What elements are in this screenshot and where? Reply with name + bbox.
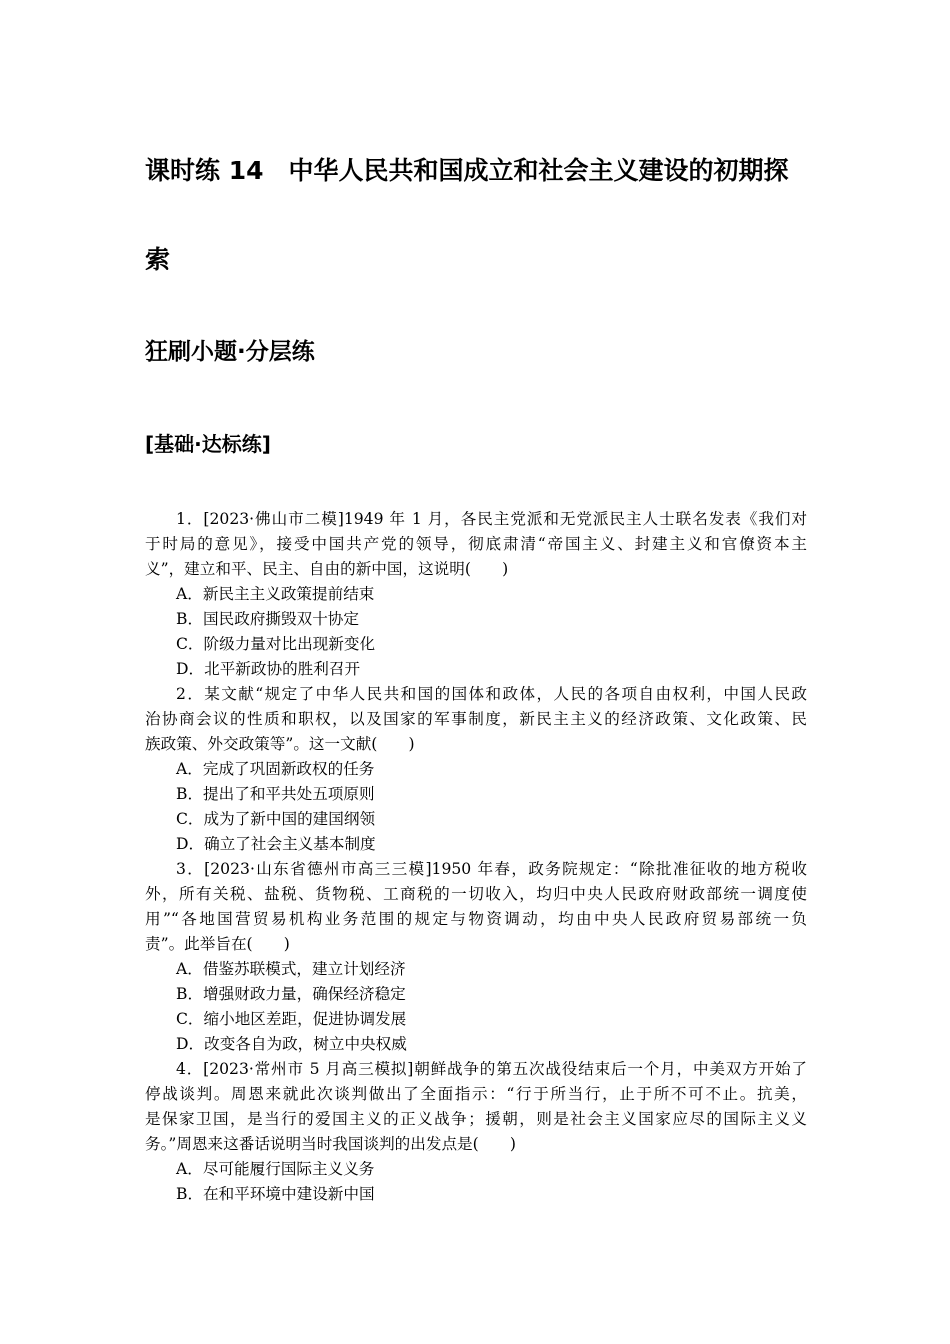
option-a: A．借鉴苏联模式，建立计划经济 xyxy=(176,960,406,978)
option-b: B．在和平环境中建设新中国 xyxy=(176,1185,375,1203)
page-subtitle: 狂刷小题·分层练 xyxy=(145,339,315,365)
question-stem-line: 义”，建立和平、民主、自由的新中国，这说明( ) xyxy=(145,560,509,578)
question-stem-line: 治协商会议的性质和职权，以及国家的军事制度，新民主主义的经济政策、文化政策、民 xyxy=(145,710,807,728)
option-c: C．阶级力量对比出现新变化 xyxy=(176,635,376,653)
question-list xyxy=(145,507,807,1207)
option-b: B．提出了和平共处五项原则 xyxy=(176,785,375,803)
question-stem-line: 用”“各地国营贸易机构业务范围的规定与物资调动，均由中央人民政府贸易部统一负 xyxy=(145,910,807,928)
page-title-line-2: 索 xyxy=(145,245,171,274)
option-d: D．确立了社会主义基本制度 xyxy=(176,835,376,853)
option-d: D．改变各自为政，树立中央权威 xyxy=(176,1035,407,1053)
option-b: B．国民政府撕毁双十协定 xyxy=(176,610,359,628)
question-2 xyxy=(145,682,807,857)
question-stem-line: 外，所有关税、盐税、货物税、工商税的一切收入，均归中央人民政府财政部统一调度使 xyxy=(145,885,807,903)
question-stem-line: 4．[2023·常州市 5 月高三模拟]朝鲜战争的第五次战役结束后一个月，中美双方开始了 xyxy=(176,1060,807,1078)
question-stem-line: 责”。此举旨在( ) xyxy=(145,935,290,953)
question-stem-line: 务。”周恩来这番话说明当时我国谈判的出发点是( ) xyxy=(145,1135,516,1153)
option-c: C．缩小地区差距，促进协调发展 xyxy=(176,1010,407,1028)
question-stem-line: 是保家卫国，是当行的爱国主义的正义战争；援朝，则是社会主义国家应尽的国际主义义 xyxy=(145,1110,807,1128)
option-a: A．尽可能履行国际主义义务 xyxy=(176,1160,375,1178)
question-stem-line: 2．某文献“规定了中华人民共和国的国体和政体，人民的各项自由权利，中国人民政 xyxy=(176,685,807,703)
question-4 xyxy=(145,1057,807,1207)
page-title-line-1: 课时练 14 中华人民共和国成立和社会主义建设的初期探 xyxy=(145,156,789,185)
question-stem-line: 停战谈判。周恩来就此次谈判做出了全面指示：“行于所当行，止于所不可不止。抗美， xyxy=(145,1085,807,1103)
section-heading: [基础·达标练] xyxy=(145,432,271,456)
option-a: A．完成了巩固新政权的任务 xyxy=(176,760,375,778)
option-c: C．成为了新中国的建国纲领 xyxy=(176,810,376,828)
option-d: D．北平新政协的胜利召开 xyxy=(176,660,361,678)
question-1 xyxy=(145,507,807,682)
question-stem-line: 族政策、外交政策等”。这一文献( ) xyxy=(145,735,415,753)
option-b: B．增强财政力量，确保经济稳定 xyxy=(176,985,406,1003)
question-stem-line: 1．[2023·佛山市二模]1949 年 1 月，各民主党派和无党派民主人士联名发表《我们对 xyxy=(176,510,807,528)
question-stem-line: 于时局的意见》，接受中国共产党的领导，彻底肃清“帝国主义、封建主义和官僚资本主 xyxy=(145,535,807,553)
option-a: A．新民主主义政策提前结束 xyxy=(176,585,375,603)
question-3 xyxy=(145,857,807,1057)
question-stem-line: 3．[2023·山东省德州市高三三模]1950 年春，政务院规定：“除批准征收的地方税收 xyxy=(176,860,807,878)
